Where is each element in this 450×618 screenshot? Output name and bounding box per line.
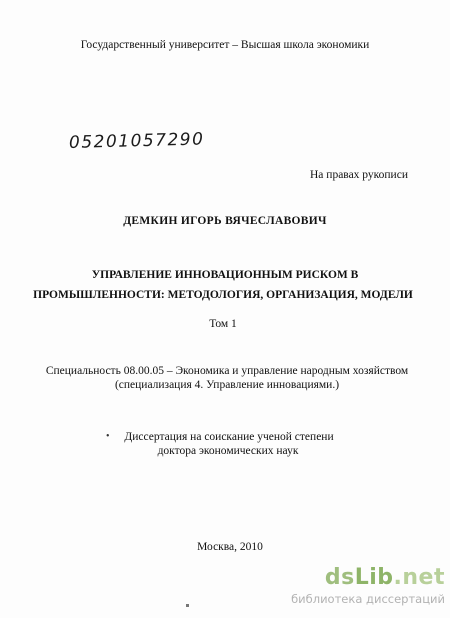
archive-number-handwritten: 05201057290 (68, 129, 205, 153)
city-year: Москва, 2010 (197, 541, 263, 553)
title-line-1: УПРАВЛЕНИЕ ИННОВАЦИОННЫМ РИСКОМ В (91, 269, 359, 281)
title-line-2: ПРОМЫШЛЕННОСТИ: МЕТОДОЛОГИЯ, ОРГАНИЗАЦИЯ, МОДЕЛИ (33, 289, 413, 301)
logo-part-lib: Lib (354, 565, 394, 590)
rights-note: На правах рукописи (310, 169, 408, 181)
author-name: ДЕМКИН ИГОРЬ ВЯЧЕСЛАВОВИЧ (123, 215, 327, 227)
dslib-logo (305, 566, 445, 590)
volume-label: Том 1 (209, 318, 237, 330)
university-name: Государственный университет – Высшая школа экономики (80, 39, 370, 51)
logo-part-net: .net (393, 565, 445, 590)
logo-part-ds: ds (324, 565, 355, 590)
specialty-line: Специальность 08.00.05 – Экономика и управление народным хозяйством (45, 365, 409, 377)
watermark-caption: библиотека диссертаций (291, 592, 445, 606)
scan-speck (186, 604, 189, 607)
specialization-line: (специализация 4. Управление инновациями.) (114, 379, 340, 391)
dslib-watermark (291, 565, 445, 610)
bullet-mark: • (106, 431, 110, 442)
dissertation-line-1: Диссертация на соискание ученой степени (124, 431, 334, 443)
dissertation-line-2: доктора экономических наук (157, 445, 299, 457)
